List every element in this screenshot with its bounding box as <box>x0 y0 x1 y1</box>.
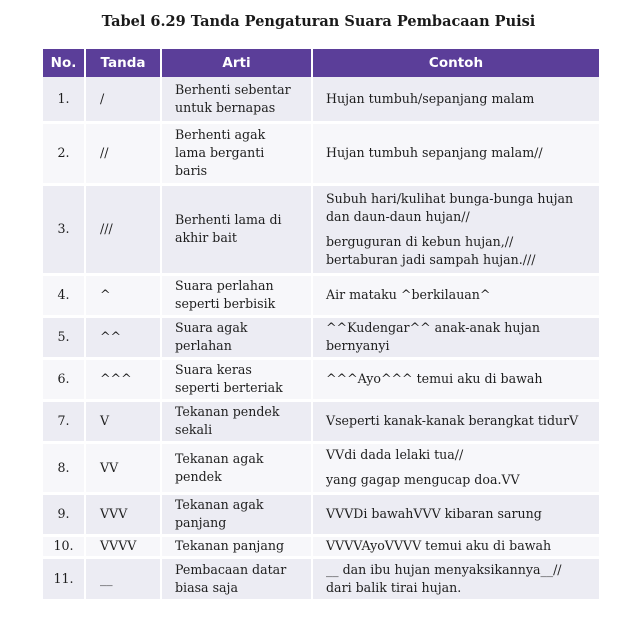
arti-line: sekali <box>175 422 213 437</box>
row-arti <box>161 358 312 400</box>
row-contoh <box>312 400 599 442</box>
contoh-line: ^^^Ayo^^^ temui aku di bawah <box>326 371 543 386</box>
row-contoh <box>312 493 599 535</box>
arti-line: lama berganti <box>175 145 265 160</box>
sign-table <box>43 49 599 602</box>
arti-line: seperti berbisik <box>175 296 276 311</box>
arti-line: Berhenti agak <box>175 127 266 142</box>
contoh-line: VVVVAyoVVVV temui aku di bawah <box>326 538 552 553</box>
row-contoh <box>312 358 599 400</box>
row-arti <box>161 535 312 557</box>
row-tanda: __ <box>85 557 161 600</box>
arti-line: Suara agak <box>175 320 248 335</box>
row-tanda: VVVV <box>85 535 161 557</box>
table-title: Tabel 6.29 Tanda Pengaturan Suara Pembacaan Puisi <box>101 13 536 30</box>
arti-line: seperti berteriak <box>175 380 283 395</box>
row-number: 5. <box>43 316 85 358</box>
table-row <box>43 358 599 400</box>
arti-line: Berhenti lama di <box>175 212 282 227</box>
header-contoh: Contoh <box>312 49 599 77</box>
table-row <box>43 184 599 274</box>
row-number: 6. <box>43 358 85 400</box>
header-tanda: Tanda <box>85 49 161 77</box>
row-arti <box>161 77 312 122</box>
row-tanda: VV <box>85 442 161 493</box>
row-arti <box>161 274 312 316</box>
arti-line: Tekanan agak <box>175 450 264 466</box>
row-contoh <box>312 557 599 600</box>
contoh-line: Hujan tumbuh sepanjang malam// <box>326 145 543 160</box>
contoh-line: berguguran di kebun hujan,// <box>326 233 514 249</box>
header-row <box>43 49 599 77</box>
table-row <box>43 122 599 184</box>
header-arti: Arti <box>161 49 312 77</box>
table-row <box>43 493 599 535</box>
arti-line: Suara keras <box>175 362 252 377</box>
table-row <box>43 442 599 493</box>
arti-line: panjang <box>175 515 227 530</box>
row-tanda: // <box>85 122 161 184</box>
contoh-line: dari balik tirai hujan. <box>326 579 462 595</box>
row-contoh <box>312 122 599 184</box>
table-row <box>43 274 599 316</box>
contoh-line: dan daun-daun hujan// <box>326 208 470 224</box>
arti-line: Berhenti sebentar <box>175 81 291 97</box>
contoh-line: bertaburan jadi sampah hujan./// <box>326 251 536 267</box>
row-number: 10. <box>43 535 85 557</box>
table-body <box>43 77 599 600</box>
contoh-line: Hujan tumbuh/sepanjang malam <box>326 90 535 106</box>
row-number: 2. <box>43 122 85 184</box>
arti-line: Pembacaan datar <box>175 561 287 577</box>
arti-line: untuk bernapas <box>175 99 276 115</box>
row-arti <box>161 184 312 274</box>
row-tanda: /// <box>85 184 161 274</box>
row-tanda: V <box>85 400 161 442</box>
row-contoh <box>312 442 599 493</box>
row-arti <box>161 400 312 442</box>
contoh-line: VVdi dada lelaki tua// <box>326 447 464 462</box>
table-row <box>43 77 599 122</box>
row-number: 11. <box>43 557 85 600</box>
row-arti <box>161 122 312 184</box>
arti-line: Tekanan pendek <box>175 404 280 419</box>
row-contoh <box>312 316 599 358</box>
row-number: 9. <box>43 493 85 535</box>
row-contoh <box>312 77 599 122</box>
row-arti <box>161 442 312 493</box>
row-arti <box>161 493 312 535</box>
arti-line: Suara perlahan <box>175 278 274 293</box>
arti-line: baris <box>175 163 208 178</box>
contoh-line: __ dan ibu hujan menyaksikannya__// <box>326 561 562 577</box>
contoh-line: Subuh hari/kulihat bunga-bunga hujan <box>326 190 574 206</box>
row-number: 1. <box>43 77 85 122</box>
row-contoh <box>312 184 599 274</box>
contoh-line: yang gagap mengucap doa.VV <box>326 472 520 487</box>
contoh-line: VVVDi bawahVVV kibaran sarung <box>326 506 542 521</box>
row-tanda: / <box>85 77 161 122</box>
arti-line: akhir bait <box>175 230 237 245</box>
contoh-line: ^^Kudengar^^ anak-anak hujan <box>326 320 540 335</box>
contoh-line: Vseperti kanak-kanak berangkat tidurV <box>326 413 579 428</box>
row-number: 3. <box>43 184 85 274</box>
row-contoh <box>312 274 599 316</box>
arti-line: biasa saja <box>175 579 238 595</box>
table-row <box>43 400 599 442</box>
row-tanda: ^^ <box>85 316 161 358</box>
arti-line: Tekanan agak <box>175 497 264 512</box>
row-arti <box>161 316 312 358</box>
row-arti <box>161 557 312 600</box>
contoh-line: bernyanyi <box>326 338 390 353</box>
row-tanda: ^^^ <box>85 358 161 400</box>
row-tanda: ^ <box>85 274 161 316</box>
arti-line: perlahan <box>175 338 232 353</box>
row-tanda: VVV <box>85 493 161 535</box>
row-number: 7. <box>43 400 85 442</box>
header-no: No. <box>43 49 85 77</box>
arti-line: Tekanan panjang <box>175 538 285 553</box>
contoh-line: Air mataku ^berkilauan^ <box>326 287 491 302</box>
table-row <box>43 557 599 600</box>
row-contoh <box>312 535 599 557</box>
row-number: 4. <box>43 274 85 316</box>
arti-line: pendek <box>175 468 222 484</box>
table-row <box>43 316 599 358</box>
table-row <box>43 535 599 557</box>
row-number: 8. <box>43 442 85 493</box>
